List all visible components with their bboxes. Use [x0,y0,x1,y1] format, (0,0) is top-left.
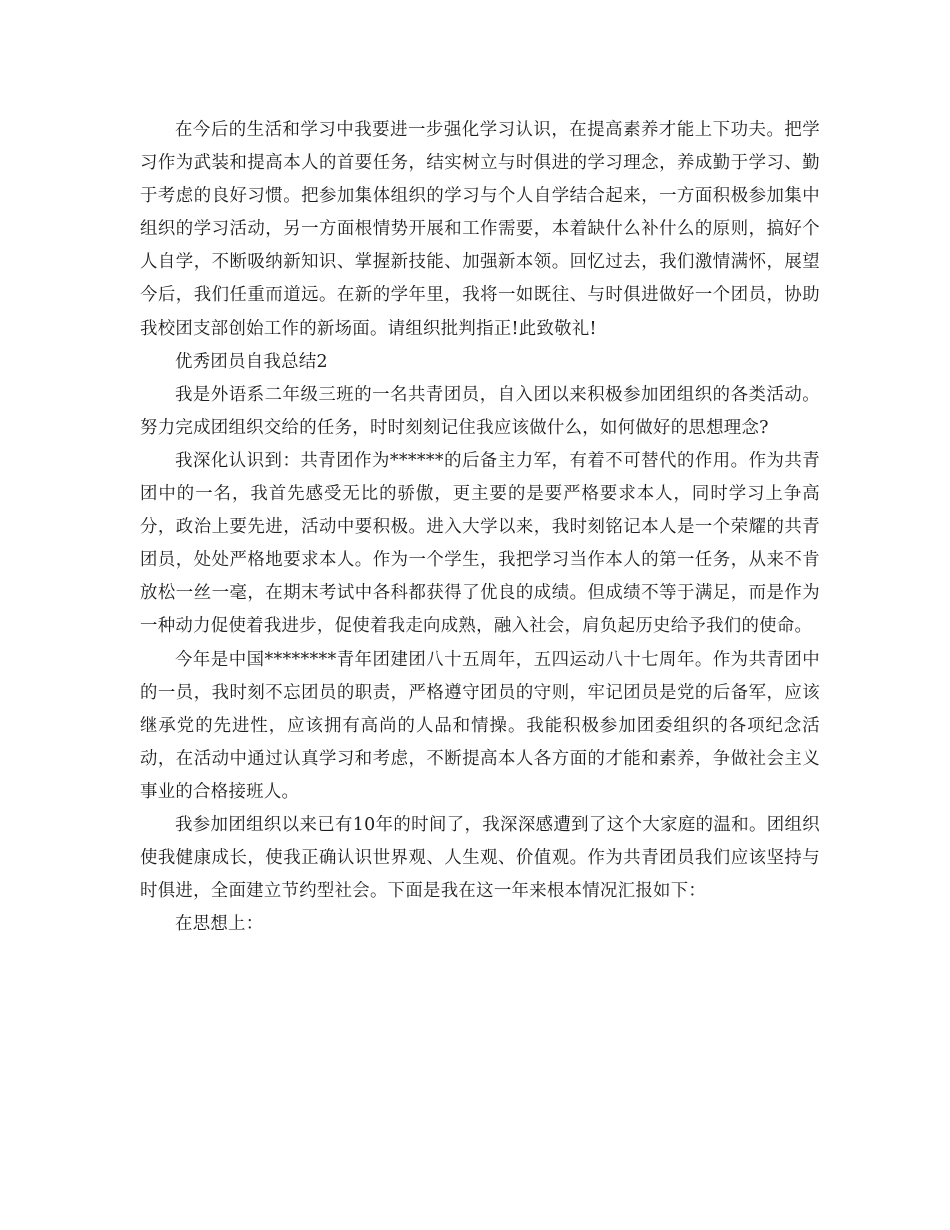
section-heading: 优秀团员自我总结2 [175,351,328,372]
paragraph-awareness: 我深化认识到：共青团作为******的后备主力军，有着不可替代的作用。作为共青团中的一名，我首先感受无比的骄傲，更主要的是要严格要求本人，同时学习上争高分，政治上要先进，活动中要积极。进入大学以来，我时刻铭记本人是一个荣耀的共青团员，处处严格地要求本人。作为一个学生，我把学习当作本人的第一任务，从来不肯放松一丝一毫，在期末考试中各科都获得了优良的成绩。但成绩不等于满足，而是作为一种动力促使着我进步，促使着我走向成熟，融入社会，肩负起历史给予我们的使命。 [140,450,820,637]
document-page [140,114,820,941]
paragraph-report: 我参加团组织以来已有10年的时间了，我深深感遭到了这个大家庭的温和。团组织使我健康成长，使我正确认识世界观、人生观、价值观。作为共青团员我们应该坚持与时俱进，全面建立节约型社会。下面是我在这一年来根本情况汇报如下： [140,814,820,902]
paragraph-anniversary: 今年是中国********青年团建团八十五周年，五四运动八十七周年。作为共青团中的一员，我时刻不忘团员的职责，严格遵守团员的守则，牢记团员是党的后备军，应该继承党的先进性，应该拥有高尚的人品和情操。我能积极参加团委组织的各项纪念活动，在活动中通过认真学习和考虑，不断提高本人各方面的才能和素养，争做社会主义事业的合格接班人。 [140,649,820,802]
paragraph-closing: 在今后的生活和学习中我要进一步强化学习认识，在提高素养才能上下功夫。把学习作为武装和提高本人的首要任务，结实树立与时俱进的学习理念，养成勤于学习、勤于考虑的良好习惯。把参加集体组织的学习与个人自学结合起来，一方面积极参加集中组织的学习活动，另一方面根情势开展和工作需要，本着缺什么补什么的原则，搞好个人自学，不断吸纳新知识、掌握新技能、加强新本领。回忆过去，我们激情满怀，展望今后，我们任重而道远。在新的学年里，我将一如既往、与时俱进做好一个团员，协助我校团支部创始工作的新场面。请组织批判指正!此致敬礼! [140,120,820,339]
paragraph-intro: 我是外语系二年级三班的一名共青团员，自入团以来积极参加团组织的各类活动。努力完成团组织交给的任务，时时刻刻记住我应该做什么，如何做好的思想理念? [140,384,820,438]
paragraph-thought: 在思想上： [175,914,264,935]
